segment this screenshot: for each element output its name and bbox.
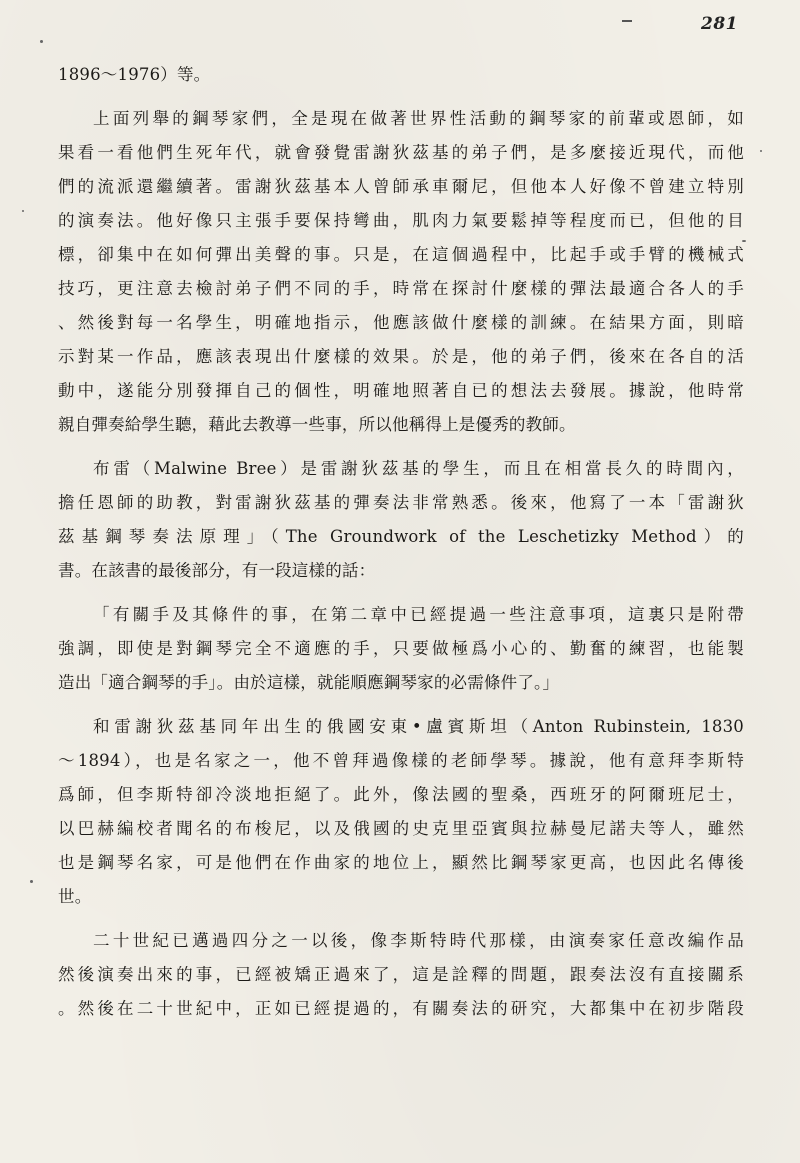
- page-number: 281: [701, 14, 738, 34]
- text-line: 。然後在二十世紀中，正如已經提過的，有關奏法的研究，大都集中在初步階段: [58, 999, 744, 1018]
- text-line: ～1894），也是名家之一，他不曾拜過像樣的老師學琴。據說，他有意拜李斯特: [58, 751, 744, 770]
- text-line: 上面列舉的鋼琴家們，全是現在做著世界性活動的鋼琴家的前輩或恩師，如: [93, 109, 744, 128]
- text-line: 「有關手及其條件的事，在第二章中已經提過一些注意事項，這裏只是附帶: [93, 605, 744, 624]
- text-line: 親自彈奏給學生聽，藉此去教導一些事，所以他稱得上是優秀的教師。: [58, 415, 576, 434]
- paragraph-quotation: [58, 598, 744, 700]
- text-line: 強調，即使是對鋼琴完全不適應的手，只要做極爲小心的、勤奮的練習，也能製: [58, 639, 744, 658]
- scan-speck: [40, 40, 43, 43]
- text-line: 動中，遂能分別發揮自己的個性，明確地照著自已的想法去發展。據說，他時常: [58, 381, 744, 400]
- text-line: 們的流派還繼續著。雷謝狄茲基本人曾師承車爾尼，但他本人好像不曾建立特別: [58, 177, 744, 196]
- text-line: 造出「適合鋼琴的手」。由於這樣，就能順應鋼琴家的必需條件了。」: [58, 673, 560, 692]
- text-line: 世。: [58, 887, 92, 906]
- text-line: 和雷謝狄茲基同年出生的俄國安東•盧賓斯坦（Anton Rubinstein, 1830: [93, 717, 744, 736]
- text-line: 也是鋼琴名家，可是他們在作曲家的地位上，顯然比鋼琴家更高，也因此名傳後: [58, 853, 744, 872]
- text-line: 書。在該書的最後部分，有一段這樣的話：: [58, 561, 376, 580]
- scan-speck: [30, 880, 33, 883]
- text-line: 果看一看他們生死年代，就會發覺雷謝狄茲基的弟子們，是多麼接近現代，而他: [58, 143, 744, 162]
- text-line: 示對某一作品，應該表現出什麼樣的效果。於是，他的弟子們，後來在各自的活: [58, 347, 744, 366]
- text-line: 布雷（Malwine Bree）是雷謝狄茲基的學生，而且在相當長久的時間內，: [93, 459, 744, 478]
- text-line: 的演奏法。他好像只主張手要保持彎曲，肌肉力氣要鬆掉等程度而已，但他的目: [58, 211, 744, 230]
- text-line: 爲師，但李斯特卻冷淡地拒絕了。此外，像法國的聖桑，西班牙的阿爾班尼士，: [58, 785, 744, 804]
- paragraph-twentieth-century: [58, 924, 744, 1026]
- text-line: 茲基鋼琴奏法原理」（The Groundwork of the Leschetizky Method）的: [58, 527, 744, 546]
- scan-speck: [742, 240, 746, 242]
- printed-dash-mark: [622, 20, 632, 22]
- text-line: 以巴赫編校者聞名的布梭尼，以及俄國的史克里亞賓與拉赫曼尼諾夫等人，雖然: [58, 819, 744, 838]
- text-line: 標，卻集中在如何彈出美聲的事。只是，在這個過程中，比起手或手臂的機械式: [58, 245, 744, 264]
- paragraph-leschetizky-method: [58, 102, 744, 442]
- paragraph-anton-rubinstein: [58, 710, 744, 914]
- text-line: 擔任恩師的助教，對雷謝狄茲基的彈奏法非常熟悉。後來，他寫了一本「雷謝狄: [58, 493, 744, 512]
- text-body: [58, 58, 744, 1026]
- text-line: 然後演奏出來的事，已經被矯正過來了，這是詮釋的問題，跟奏法沒有直接關系: [58, 965, 744, 984]
- text-line: 技巧，更注意去檢討弟子們不同的手，時常在探討什麼樣的彈法最適合各人的手: [58, 279, 744, 298]
- paragraph-continuation: [58, 58, 744, 92]
- text-line: 二十世紀已邁過四分之一以後，像李斯特時代那樣，由演奏家任意改編作品: [93, 931, 744, 950]
- paragraph-malwine-bree: [58, 452, 744, 588]
- scan-speck: [22, 210, 24, 212]
- text-line: 1896～1976）等。: [58, 65, 211, 84]
- text-line: 、然後對每一名學生，明確地指示，他應該做什麼樣的訓練。在結果方面，則暗: [58, 313, 744, 332]
- scan-speck: [760, 150, 762, 152]
